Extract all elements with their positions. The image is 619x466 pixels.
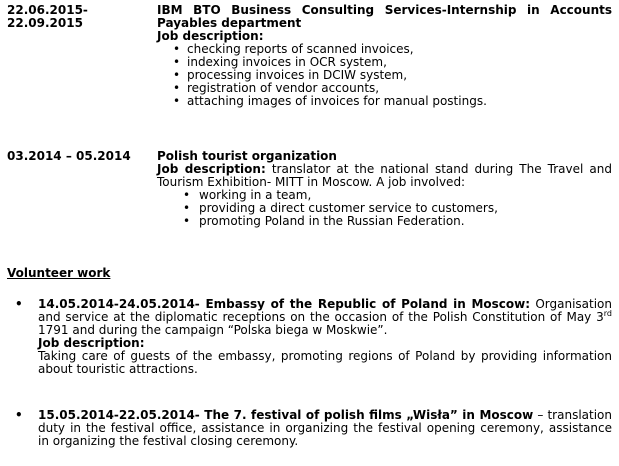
list-item: • checking reports of scanned invoices, [157,43,612,56]
experience-title: IBM BTO Business Consulting Services-Internship in Accounts Payables department [157,3,612,30]
volunteer-title: 15.05.2014-22.05.2014- The 7. festival of polish films „Wisła” in Moscow [38,408,534,422]
experience-content [157,4,612,108]
job-description-label: Job description: [157,162,266,176]
volunteer-item-festival [15,408,612,448]
volunteer-text: Organisation and service at the diplomatic receptions on the occasion of the Polish Constitution of May 3 [38,297,613,324]
list-item: • working in a team, [157,189,612,202]
job-description-text: translator at the national stand during The Travel and Tourism Exhibition- MITT in Moscow. A job involved: [157,162,612,189]
list-item: • indexing invoices in OCR system, [157,56,612,69]
list-item: • processing invoices in DCIW system, [157,69,612,82]
date-end: 22.09.2015 [7,16,83,30]
bullet-icon: • [15,297,23,311]
volunteer-paragraph [38,298,612,337]
experience-content [157,150,612,228]
volunteer-paragraph [38,409,612,448]
ordinal-suffix: rd [603,309,612,318]
duties-list [157,189,612,228]
job-description-label: Job description: [157,29,264,43]
date-start: 22.06.2015- [7,3,88,17]
job-description [157,163,612,189]
experience-title: Polish tourist organization [157,149,337,163]
job-description-text: Taking care of guests of the embassy, promoting regions of Poland by providing information about touristic attractions. [38,349,612,376]
list-item: • registration of vendor accounts, [157,82,612,95]
list-item: • attaching images of invoices for manual postings. [157,95,612,108]
job-description-label: Job description: [38,336,145,350]
experience-date: 03.2014 – 05.2014 [7,149,131,163]
volunteer-item-embassy [15,297,613,376]
volunteer-title: 14.05.2014-24.05.2014- Embassy of the Republic of Poland in Moscow: [38,297,531,311]
volunteer-text-continued: 1791 and during the campaign “Polska biega w Moskwie”. [38,323,388,337]
list-item: • providing a direct customer service to customers, [157,202,612,215]
volunteer-text: – translation duty in the festival office, assistance in organizing the festival opening ceremony, assistance in organizing the festival closing ceremony. [38,408,612,448]
experience-date [7,4,157,30]
bullet-icon: • [15,408,23,422]
list-item: • promoting Poland in the Russian Federation. [157,215,612,228]
volunteer-heading: Volunteer work [7,266,111,280]
duties-list [157,43,612,108]
